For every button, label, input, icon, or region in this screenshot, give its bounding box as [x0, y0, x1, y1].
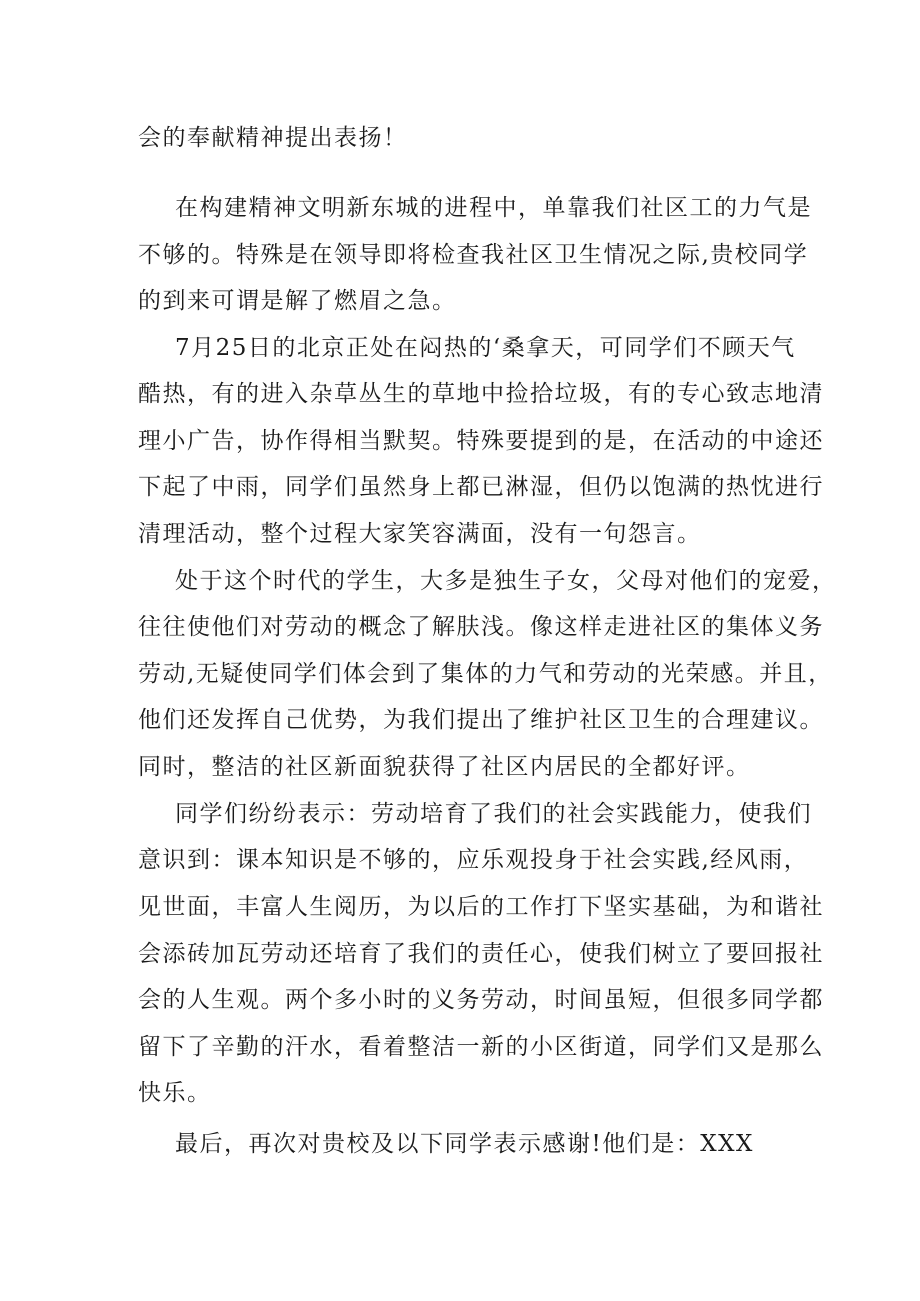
text-line: 在构建精神文明新东城的进程中，单靠我们社区工的力气是	[175, 195, 812, 221]
text-line: 理小广告，协作得相当默契。特殊要提到的是，在活动的中途还	[138, 428, 824, 454]
text-line: 往往使他们对劳动的概念了解肤浅。像这样走进社区的集体义务	[138, 614, 824, 640]
text-line: 不够的。特殊是在领导即将检查我社区卫生情况之际,贵校同学	[138, 242, 809, 268]
text-line: 会添砖加瓦劳动还培育了我们的责任心，使我们树立了要回报社	[138, 941, 824, 967]
text-line: 留下了辛勤的汗水，看着整洁一新的小区街道，同学们又是那么	[138, 1034, 824, 1060]
text-line: 见世面，丰富人生阅历，为以后的工作打下坚实基础，为和谐社	[138, 894, 824, 920]
text-line: 会的奉献精神提出表扬！	[138, 125, 408, 151]
text-line: 清理活动，整个过程大家笑容满面，没有一句怨言。	[138, 521, 702, 547]
text-line: 同时，整洁的社区新面貌获得了社区内居民的全都好评。	[138, 754, 751, 780]
text-line: 同学们纷纷表示：劳动培育了我们的社会实践能力，使我们	[175, 801, 812, 827]
text-line: 7月25日的北京正处在闷热的‘桑拿天，可同学们不顾天气	[175, 335, 796, 361]
text-line: 快乐。	[138, 1080, 212, 1106]
text-line: 下起了中雨，同学们虽然身上都已淋湿，但仍以饱满的热忱进行	[138, 474, 824, 500]
text-line: 劳动,无疑使同学们体会到了集体的力气和劳动的光荣感。并且，	[138, 661, 833, 687]
text-line: 会的人生观。两个多小时的义务劳动，时间虽短，但很多同学都	[138, 987, 824, 1013]
text-line: 处于这个时代的学生，大多是独生子女，父母对他们的宠爱，	[175, 568, 837, 594]
text-line: 他们还发挥自己优势，为我们提出了维护社区卫生的合理建议。	[138, 707, 824, 733]
text-line: 意识到：课本知识是不够的，应乐观投身于社会实践,经风雨，	[138, 847, 809, 873]
text-line: 的到来可谓是解了燃眉之急。	[138, 288, 457, 314]
text-line: 最后，再次对贵校及以下同学表示感谢!他们是：XXX	[175, 1131, 754, 1157]
text-line: 酷热，有的进入杂草丛生的草地中捡拾垃圾，有的专心致志地清	[138, 381, 824, 407]
